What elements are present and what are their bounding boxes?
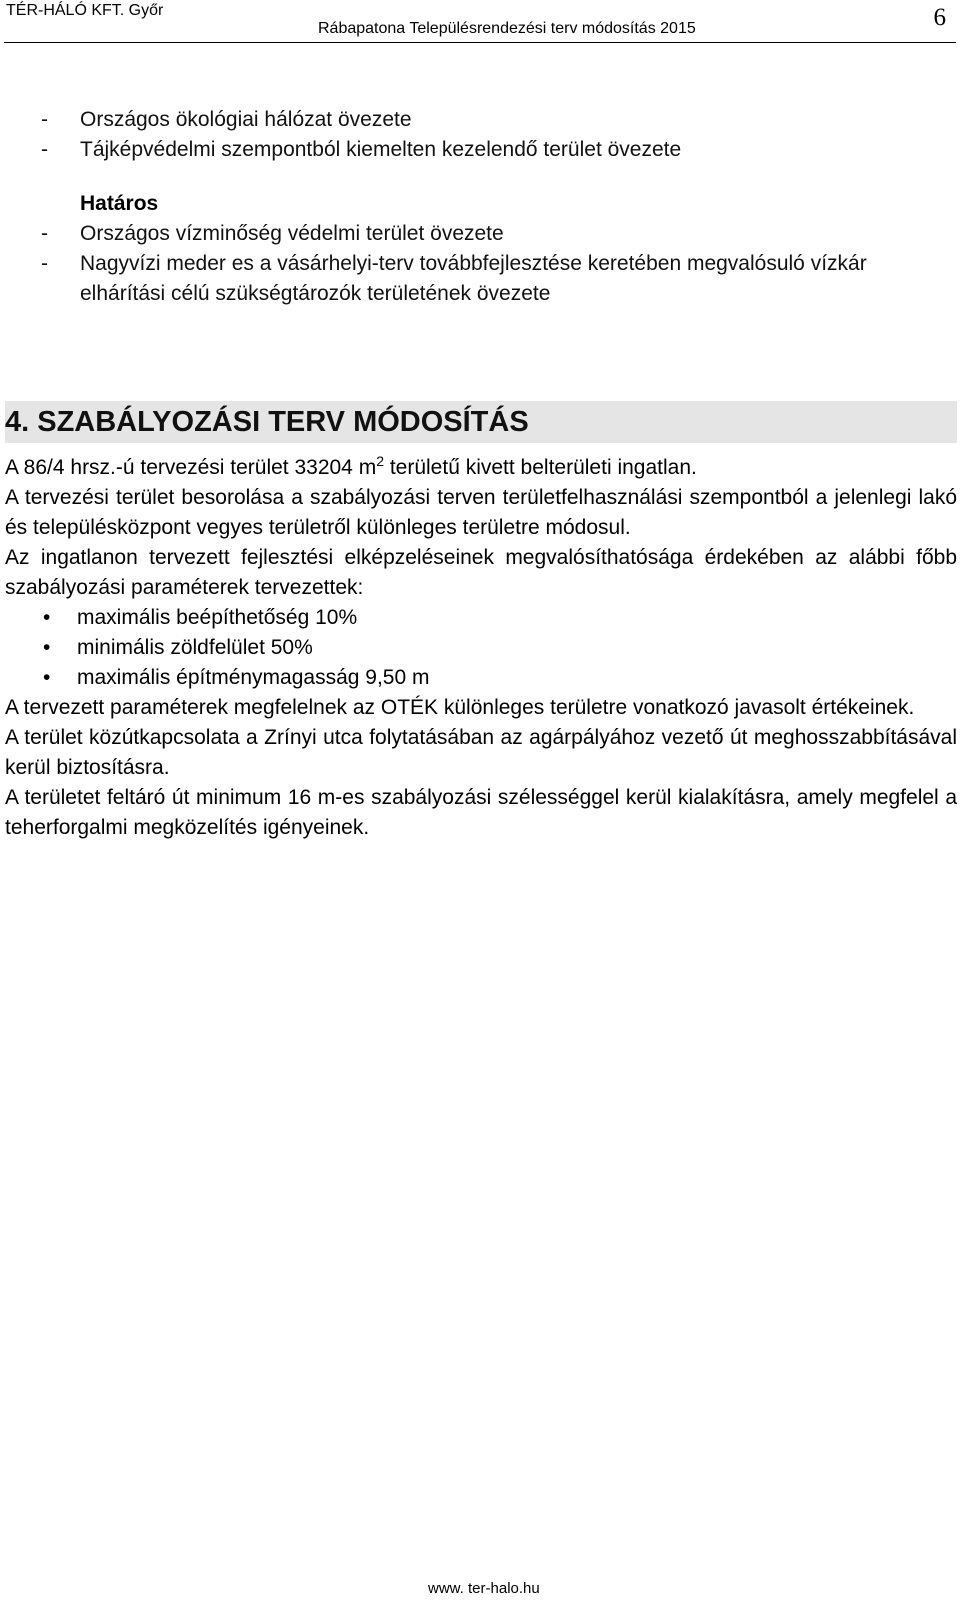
list-item [5,105,957,135]
paragraph: A tervezett paraméterek megfelelnek az OTÉK különleges területre vonatkozó javasolt értékeinek. [5,696,915,719]
dash-marker: - [41,138,48,161]
bullet-icon: • [43,606,51,629]
unit-superscript: 2 [376,453,384,469]
subheading-hataros: Határos [80,192,159,215]
bordering-zone-list [5,219,957,309]
list-item [5,249,957,309]
parameter-text: maximális beépíthetőség 10% [77,606,358,629]
list-item-text: Tájképvédelmi szempontból kiemelten kezelendő terület övezete [80,138,682,161]
page-number: 6 [933,4,946,31]
list-item-text: Nagyvízi meder es a vásárhelyi-terv továbbfejlesztése keretében megvalósuló vízkár elhárítási célú szükségtározók területének övezete [80,252,867,305]
spacer [5,309,957,401]
header-company: TÉR-HÁLÓ KFT. Győr [6,2,164,19]
dash-marker: - [41,252,48,275]
parameter-text: minimális zöldfelület 50% [77,636,313,659]
section-heading: 4. SZABÁLYOZÁSI TERV MÓDOSÍTÁS [5,401,957,443]
list-item [5,633,957,663]
parameter-list [5,603,957,693]
document-body [5,105,957,843]
list-item [5,219,957,249]
paragraph: A tervezési terület besorolása a szabályozási terven területfelhasználási szempontból a jelenlegi lakó és településközpont vegyes területről különleges területre módosul. [5,486,957,539]
paragraph: Az ingatlanon tervezett fejlesztési elképzeléseinek megvalósíthatósága érdekében az alábbi főbb szabályozási paraméterek tervezettek: [5,546,957,599]
footer-url: www. ter-halo.hu [428,1580,540,1597]
parameter-text: maximális építménymagasság 9,50 m [77,666,430,689]
intro-paragraph [5,453,957,483]
paragraph: A területet feltáró út minimum 16 m-es szabályozási szélességgel kerül kialakításra, amely megfelel a teherforgalmi megközelítés igényeinek. [5,786,957,839]
paragraph: A terület közútkapcsolata a Zrínyi utca folytatásában az agárpályához vezető út meghosszabbításával kerül biztosításra. [5,726,957,779]
spacer [5,165,957,189]
bullet-icon: • [43,636,51,659]
dash-marker: - [41,222,48,245]
list-item-text: Országos ökológiai hálózat övezete [80,108,412,131]
header-document-title: Rábapatona Településrendezési terv módosítás 2015 [318,20,696,37]
intro-text-end: területű kivett belterületi ingatlan. [384,456,697,479]
list-item [5,135,957,165]
intro-text: A 86/4 hrsz.-ú tervezési terület 33204 m [5,456,377,479]
header-divider [4,42,956,43]
list-item [5,663,957,693]
bullet-icon: • [43,666,51,689]
list-item [5,603,957,633]
dash-marker: - [41,108,48,131]
zone-list [5,105,957,165]
list-item-text: Országos vízminőség védelmi terület övezete [80,222,504,245]
